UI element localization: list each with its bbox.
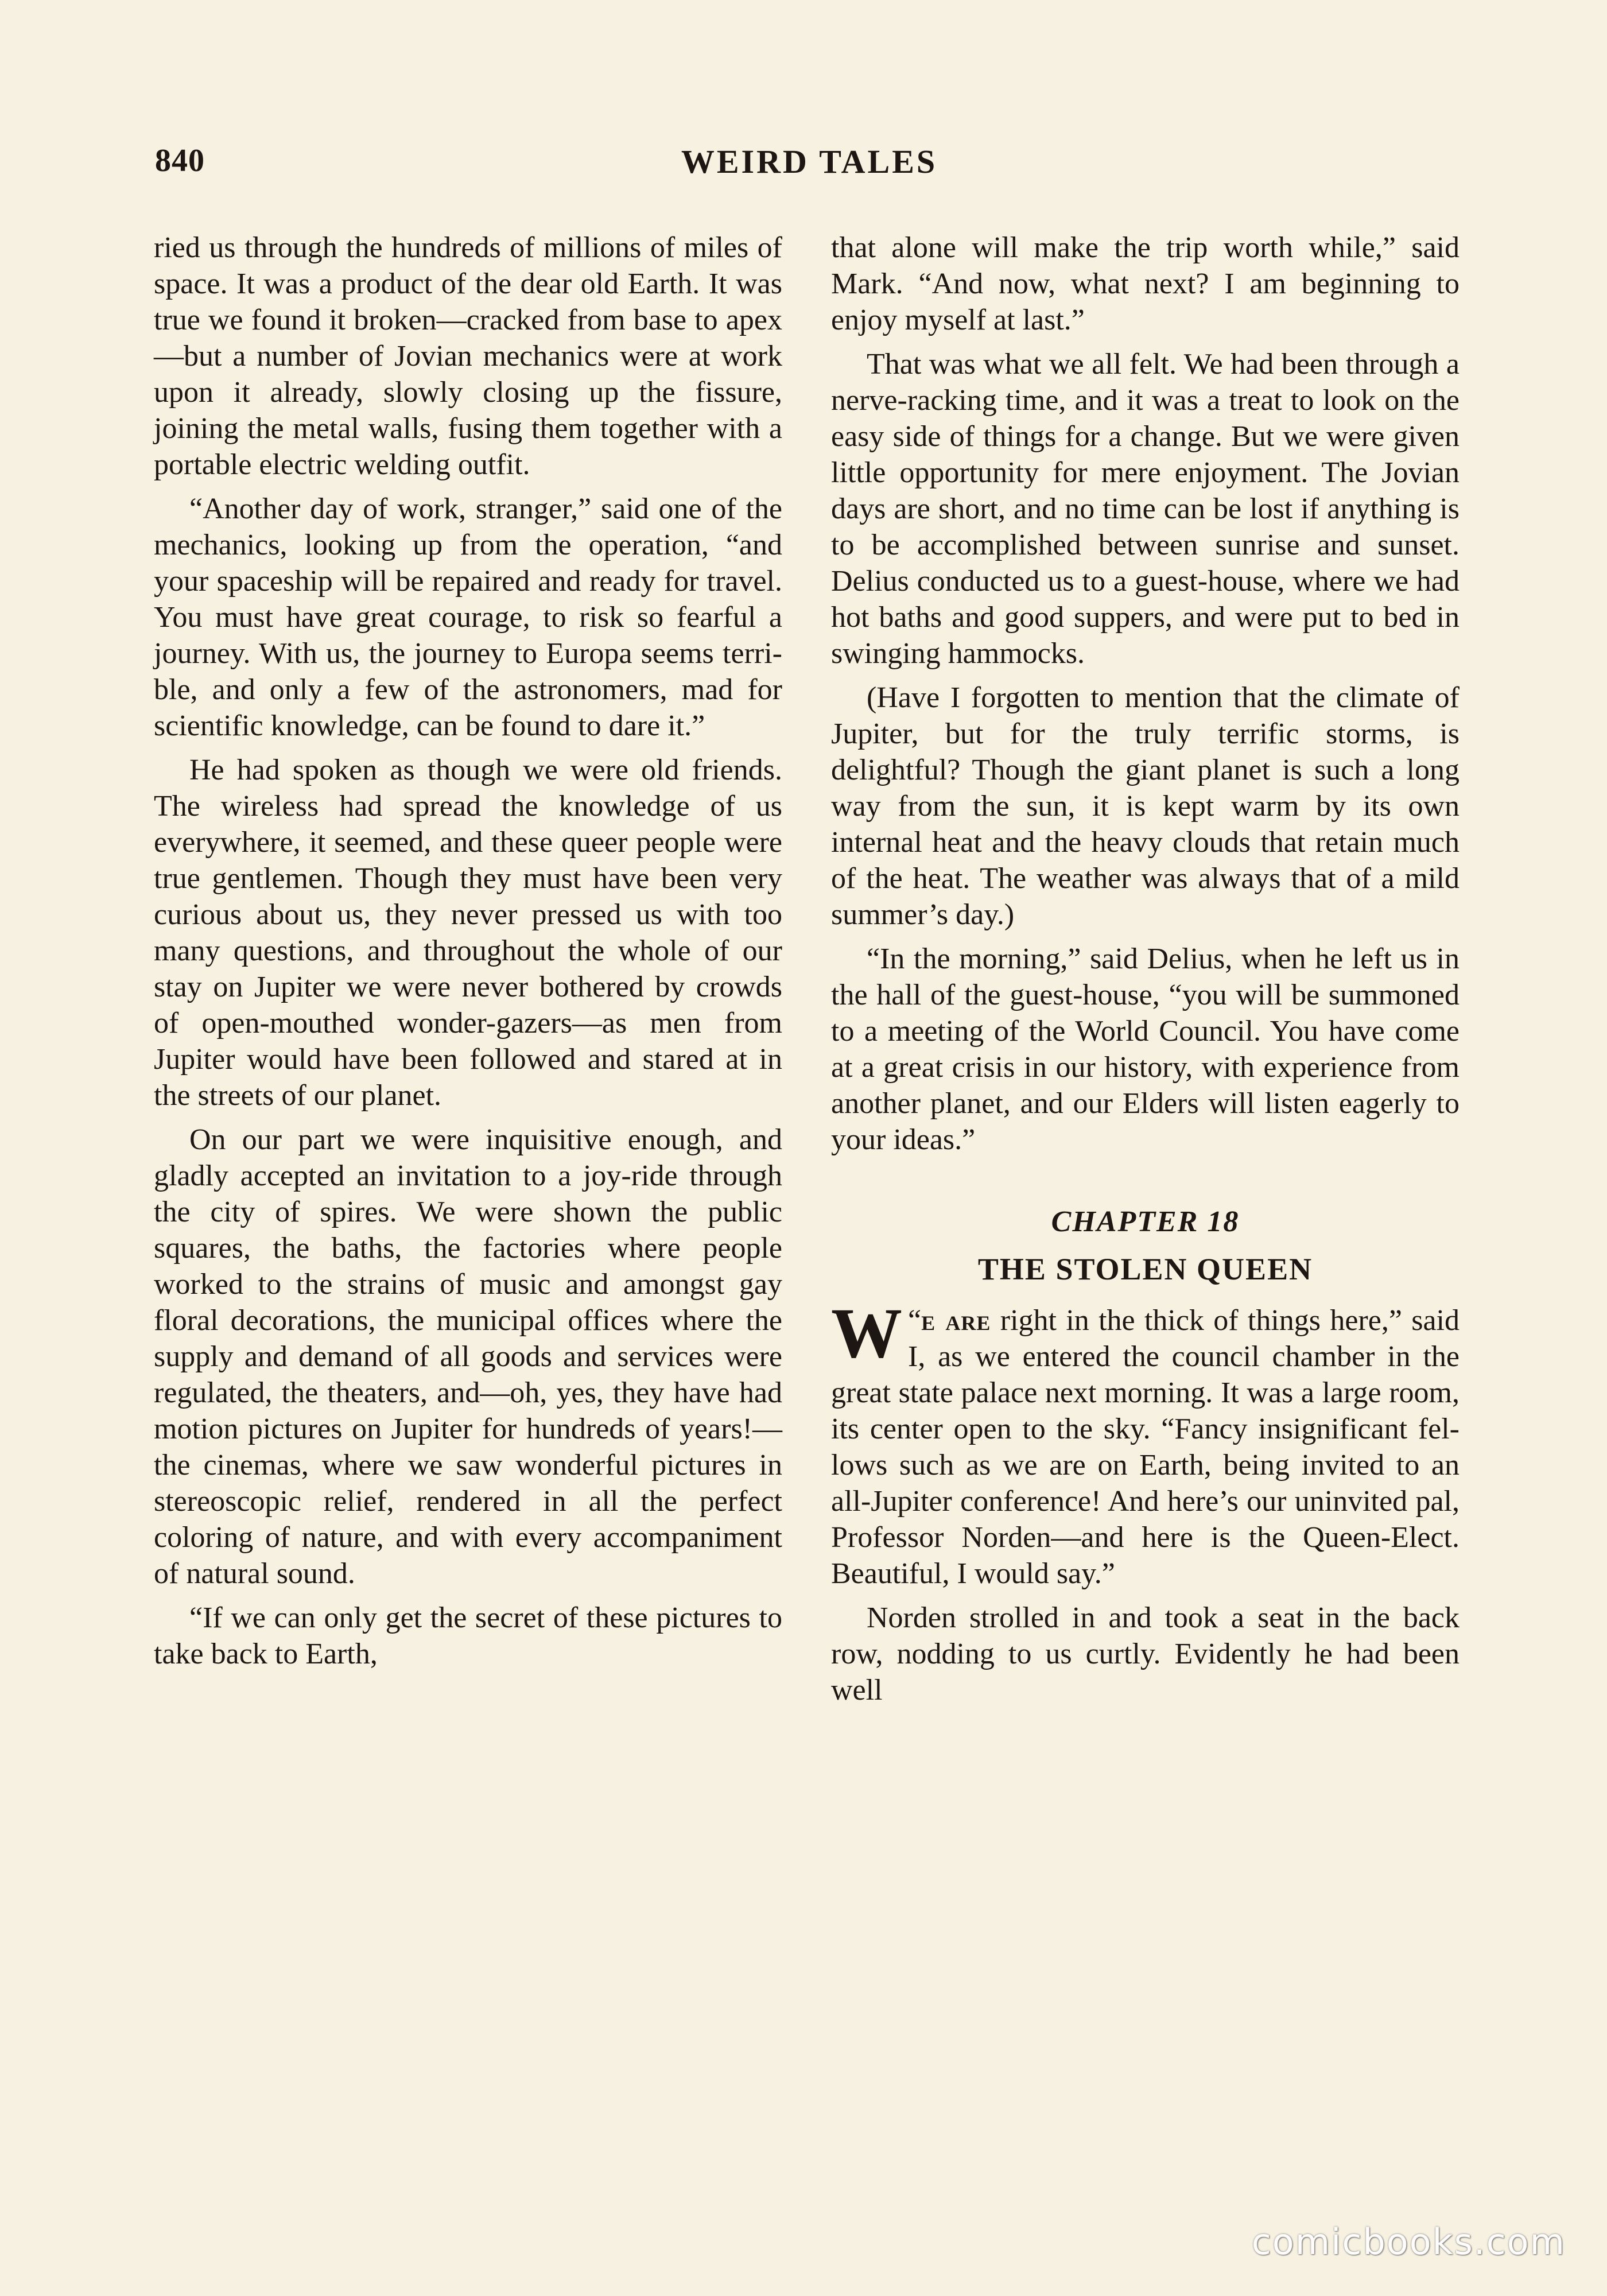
right-column [831,230,1460,1716]
paragraph: that alone will make the trip worth while,” said Mark. “And now, what next? I am beginning to enjoy myself at last.” [831,231,1460,336]
chapter-heading: CHAPTER 18 [1051,1205,1240,1238]
paragraph: “If we can only get the secret of these pictures to take back to Earth, [154,1601,782,1670]
paragraph: “In the morning,” said Delius, when he left us in the hall of the guest-house, “you will be summoned to a meeting of the World Council. You have come at a great crisis in our history, with experience from another planet, and our Elders will listen eagerly to your ideas.” [831,943,1460,1156]
page-number: 840 [155,143,205,179]
left-column [154,230,782,1680]
chapter-title: THE STOLEN QUEEN [977,1252,1313,1286]
drop-cap: W [831,1294,902,1372]
opening-text: right in the thick of things here,” said I, as we entered the council chamber in the great state palace next morning. It was a large room, its center open to the sky. “Fancy insignificant fellows such as we are on Earth, being invited to an all-Jupiter conference! And here’s our uninvited pal, Professor Norden—and here is the Queen-Elect. Beautiful, I would say.” [831,1304,1460,1590]
paragraph: He had spoken as though we were old friends. The wireless had spread the knowledge of us everywhere, it seemed, and these queer people were true gentlemen. Though they must have been very curious about us, they never pressed us with too many questions, and throughout the whole of our stay on Jupiter we were never bothered by crowds of open-mouthed wonder-gazers—as men from Jupiter would have been followed and stared at in the streets of our planet. [154,754,782,1112]
paragraph: “Another day of work, stranger,” said one of the mechanics, looking up from the operation, “and your spaceship will be repaired and ready for travel. You must have great courage, to risk so fearful a journey. With us, the journey to Europa seems terrible, and only a few of the astronomers, mad for scientific knowledge, can be found to dare it.” [154,492,782,742]
paragraph: ried us through the hundreds of millions of miles of space. It was a product of the dear old Earth. It was true we found it broken—cracked from base to apex—but a number of Jovian mechanics were at work upon it already, slowly closing up the fissure, joining the metal walls, fusing them together with a portable electric welding outfit. [154,231,782,481]
paragraph: (Have I forgotten to mention that the climate of Jupiter, but for the truly terrific storms, is delightful? Though the giant planet is such a long way from the sun, it is kept warm by its own internal heat and the heavy clouds that retain much of the heat. The weather was always that of a mild summer’s day.) [831,681,1460,931]
paragraph: That was what we all felt. We had been through a nerve-racking time, and it was a treat to look on the easy side of things for a change. But we were given little opportunity for mere enjoyment. The Jovian days are short, and no time can be lost if anything is to be accomplished between sunrise and sunset. Delius conducted us to a guest-house, where we had hot baths and good suppers, and were put to bed in swinging hammocks. [831,348,1460,670]
opening-quote-mark: “ [908,1304,922,1337]
smallcaps-lead: e are [921,1304,991,1337]
paragraph: Norden strolled in and took a seat in the back row, nodding to us curtly. Evidently he had been well [831,1601,1460,1707]
running-head: WEIRD TALES [681,143,938,180]
watermark-logo: comicbooks.com [1251,2221,1566,2263]
chapter-opening-paragraph [831,1294,1460,1592]
paragraph: On our part we were inquisitive enough, and gladly accepted an invitation to a joy-ride through the city of spires. We were shown the public squares, the baths, the factories where people worked to the strains of music and amongst gay floral decorations, the municipal offices where the supply and demand of all goods and services were regulated, the theaters, and—oh, yes, they have had motion pictures on Jupiter for hundreds of years!—the cinemas, where we saw wonderful pictures in stereoscopic relief, rendered in all the perfect coloring of nature, and with every accompaniment of natural sound. [154,1123,782,1590]
page-header [155,142,1464,194]
